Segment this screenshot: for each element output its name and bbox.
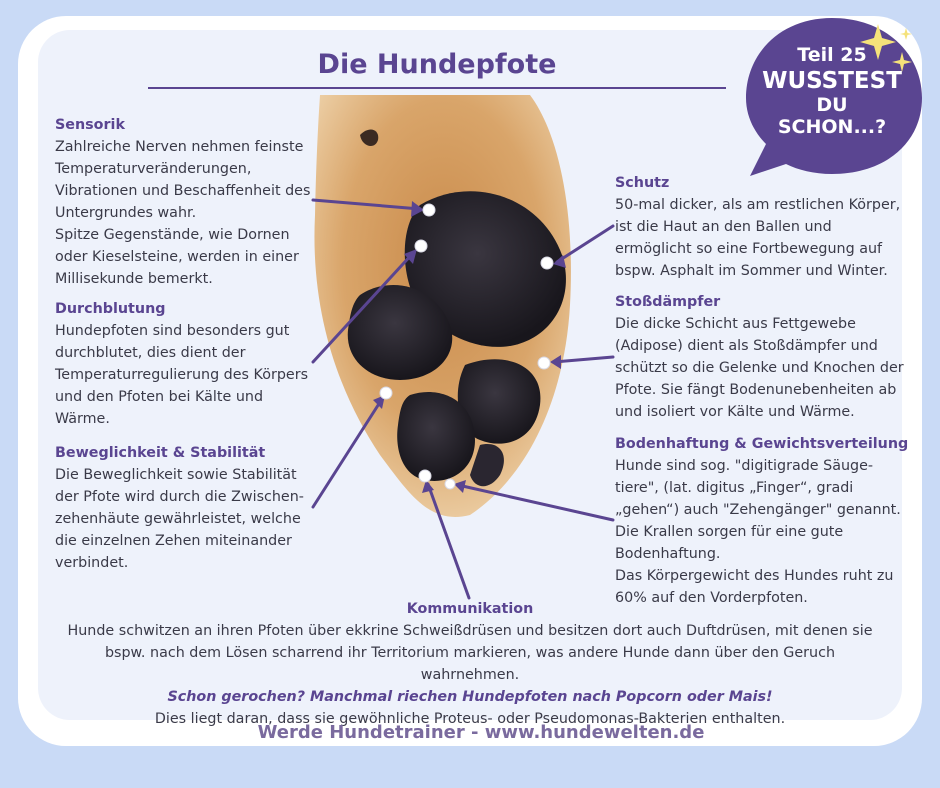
durchblutung-line: Wärme. (55, 411, 110, 427)
beweglichkeit-heading: Beweglichkeit & Stabilität (55, 445, 266, 461)
bodenhaftung-line: tiere", (lat. digitus „Finger“, gradi (615, 480, 854, 496)
stossdaempfer-line: Die dicke Schicht aus Fettgewebe (615, 316, 856, 332)
did-you-know-badge (744, 14, 924, 180)
bodenhaftung-block (615, 433, 915, 609)
beweglichkeit-line: der Pfote wird durch die Zwischen- (55, 489, 304, 505)
schutz-line: bspw. Asphalt im Sommer und Winter. (615, 263, 888, 279)
schutz-heading: Schutz (615, 175, 670, 191)
beweglichkeit-line: die einzelnen Zehen miteinander (55, 533, 292, 549)
bodenhaftung-line: Die Krallen sorgen für eine gute (615, 524, 844, 540)
badge-line: SCHON...? (777, 116, 887, 138)
badge-text (754, 42, 910, 138)
beweglichkeit-block (55, 442, 315, 574)
sensorik-line: Temperaturveränderungen, (55, 161, 252, 177)
beweglichkeit-line: zehenhäute gewährleistet, welche (55, 511, 301, 527)
durchblutung-line: Hundepfoten sind besonders gut (55, 323, 290, 339)
sensorik-line: Vibrationen und Beschaffenheit des (55, 183, 311, 199)
sensorik-line: Millisekunde bemerkt. (55, 271, 213, 287)
dog-paw-illustration (300, 95, 600, 525)
bodenhaftung-line: Das Körpergewicht des Hundes ruht zu (615, 568, 894, 584)
sensorik-line: oder Kieselsteine, werden in einer (55, 249, 299, 265)
schutz-line: 50-mal dicker, als am restlichen Körper, (615, 197, 901, 213)
kommunikation-emphasis: Schon gerochen? Manchmal riechen Hundepfoten nach Popcorn oder Mais! (167, 689, 773, 705)
sensorik-block (55, 114, 315, 290)
kommunikation-line: Dies liegt daran, dass sie gewöhnliche Proteus- oder Pseudomonas-Bakterien enthalten. (154, 711, 786, 727)
schutz-line: ermöglicht so eine Fortbewegung auf (615, 241, 883, 257)
kommunikation-line: Hunde schwitzen an ihren Pfoten über ekkrine Schweißdrüsen und besitzen dort auch Duftdrüsen, mit denen sie (67, 623, 873, 639)
stossdaempfer-heading: Stoßdämpfer (615, 294, 721, 310)
stossdaempfer-line: und isoliert vor Kälte und Wärme. (615, 404, 855, 420)
schutz-line: ist die Haut an den Ballen und (615, 219, 832, 235)
kommunikation-block (60, 598, 880, 730)
beweglichkeit-line: verbindet. (55, 555, 129, 571)
sensorik-line: Zahlreiche Nerven nehmen feinste (55, 139, 304, 155)
stossdaempfer-line: schützt so die Gelenke und Knochen der (615, 360, 904, 376)
stossdaempfer-block (615, 291, 915, 423)
stossdaempfer-line: (Adipose) dient als Stoßdämpfer und (615, 338, 878, 354)
durchblutung-block (55, 298, 315, 430)
page-title: Die Hundepfote (317, 49, 557, 80)
badge-part: Teil 25 (797, 44, 867, 66)
bodenhaftung-line: Bodenhaftung. (615, 546, 721, 562)
bodenhaftung-line: 60% auf den Vorderpfoten. (615, 590, 808, 606)
sensorik-line: Untergrundes wahr. (55, 205, 197, 221)
kommunikation-heading: Kommunikation (406, 601, 534, 617)
title-underline (148, 87, 726, 89)
kommunikation-line: bspw. nach dem Lösen scharrend ihr Territorium markieren, was andere Hunde dann über den Geruch wahrnehmen. (104, 645, 836, 683)
bodenhaftung-heading: Bodenhaftung & Gewichtsverteilung (615, 436, 909, 452)
badge-line: WUSSTEST (762, 68, 902, 94)
beweglichkeit-line: Die Beweglichkeit sowie Stabilität (55, 467, 297, 483)
stossdaempfer-line: Pfote. Sie fängt Bodenunebenheiten ab (615, 382, 897, 398)
bodenhaftung-line: Hunde sind sog. "digitigrade Säuge- (615, 458, 874, 474)
schutz-block (615, 172, 915, 282)
footer-link[interactable]: Werde Hundetrainer - www.hundewelten.de (257, 722, 705, 743)
durchblutung-line: durchblutet, dies dient der (55, 345, 246, 361)
durchblutung-heading: Durchblutung (55, 301, 166, 317)
durchblutung-line: Temperaturregulierung des Körpers (55, 367, 309, 383)
durchblutung-line: und den Pfoten bei Kälte und (55, 389, 264, 405)
badge-line: DU (816, 94, 848, 116)
sensorik-line: Spitze Gegenstände, wie Dornen (55, 227, 290, 243)
sensorik-heading: Sensorik (55, 117, 125, 133)
bodenhaftung-line: „gehen“) auch "Zehengänger" genannt. (615, 502, 901, 518)
